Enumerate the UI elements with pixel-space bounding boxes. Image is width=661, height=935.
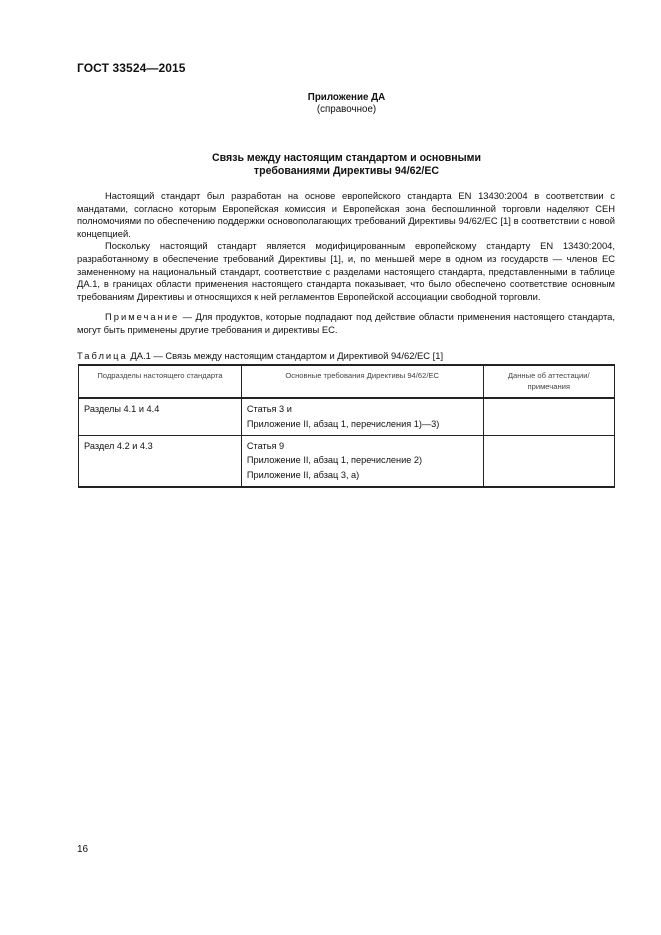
table-cell-notes <box>483 435 615 487</box>
paragraph: Поскольку настоящий стандарт является модифицированным европейскому стандарту EN 13430:2004, разработанному в обеспечение требований Директивы [1], и, по меньшей мере в одном из государств — членов ЕС замененному на национальный стандарт, соответствие с разделами настоящего стандарта, представленными в таблице ДА.1, в границах области применения настоящего стандарта показывает, что было обеспечено соответствие основным требованиям Директивы и относящихся к ней регламентов Европейской ассоциации свободной торговли. <box>77 240 615 302</box>
column-header-requirements: Основные требования Директивы 94/62/ЕС <box>241 365 483 398</box>
table-cell-requirements <box>241 398 483 435</box>
appendix-subtitle: (справочное) <box>316 104 377 115</box>
requirements-table <box>78 364 615 488</box>
paragraph: Настоящий стандарт был разработан на основе европейского стандарта EN 13430:2004 в соответствии с мандатами, согласно которым Европейская комиссия и Европейская зона беспошлинной торговли наделяют CEH полномочиями по обеспечению поддержки основополагающих требований Директивы 94/62/ЕС [1] в соответствии с новой концепцией. <box>77 190 615 239</box>
table-header-row <box>79 365 615 398</box>
section-title-line-1: Связь между настоящим стандартом и основными <box>211 152 482 164</box>
requirement-line: Статья 3 и <box>246 404 292 414</box>
note-label: Примечание <box>105 311 180 323</box>
table-row <box>79 435 615 487</box>
requirement-line: Статья 9 <box>246 440 285 451</box>
section-title-line-2: требованиями Директивы 94/62/ЕС <box>253 165 440 177</box>
table-caption-text: ДА.1 — Связь между настоящим стандартом и Директивой 94/62/ЕС [1] <box>127 350 444 361</box>
requirement-line: Приложение II, абзац 1, перечисления 1)—3) <box>246 418 440 429</box>
table-caption-label: Таблица <box>77 350 128 361</box>
table-cell-notes <box>483 398 615 435</box>
body-text <box>77 190 615 337</box>
column-header-sections: Подразделы настоящего стандарта <box>79 365 242 398</box>
section-title <box>0 152 661 178</box>
page-number: 16 <box>77 844 89 855</box>
column-header-notes: Данные об аттестации/ примечания <box>483 365 615 398</box>
appendix-title: Приложение ДА <box>307 92 386 103</box>
table-caption <box>77 350 443 361</box>
note <box>77 311 615 336</box>
table-cell-section: Раздел 4.2 и 4.3 <box>79 435 242 487</box>
table-cell-section: Разделы 4.1 и 4.4 <box>79 398 242 435</box>
appendix-heading <box>0 92 661 116</box>
standard-number-header: ГОСТ 33524—2015 <box>77 61 186 75</box>
table-row <box>79 398 615 435</box>
note-text: — Для продуктов, которые подпадают под действие области применения настоящего стандарта, могут быть применены другие требования и директивы ЕС. <box>77 311 615 335</box>
table-cell-requirements <box>241 435 483 487</box>
requirement-line: Приложение II, абзац 1, перечисление 2) <box>246 455 423 466</box>
requirement-line: Приложение II, абзац 3, а) <box>246 470 360 481</box>
